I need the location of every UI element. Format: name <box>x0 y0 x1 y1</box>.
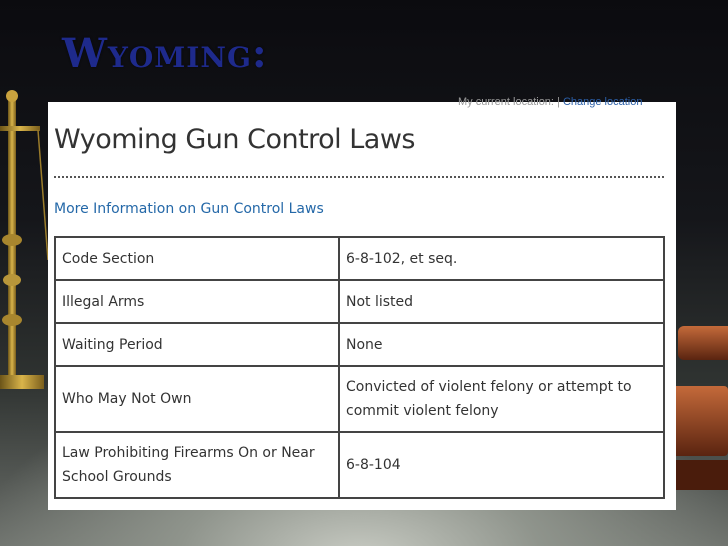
location-separator: | <box>557 96 560 108</box>
slide-title: Wyoming: <box>62 30 268 77</box>
table-row <box>55 323 664 366</box>
table-cell-label: Code Section <box>55 237 339 280</box>
table-row <box>55 280 664 323</box>
table-cell-value: 6-8-104 <box>339 432 664 498</box>
scales-of-justice-icon <box>0 90 50 410</box>
web-page-screenshot <box>48 96 676 510</box>
table-cell-label: Law Prohibiting Firearms On or Near School Grounds <box>55 432 339 498</box>
table-cell-value: Not listed <box>339 280 664 323</box>
table-cell-label: Illegal Arms <box>55 280 339 323</box>
dotted-divider <box>54 176 664 178</box>
gavel-icon <box>668 310 728 510</box>
location-prefix: My current location: <box>458 96 554 108</box>
table-row <box>55 432 664 498</box>
page-heading: Wyoming Gun Control Laws <box>54 124 416 155</box>
table-cell-value: 6-8-102, et seq. <box>339 237 664 280</box>
table-cell-value: None <box>339 323 664 366</box>
gun-laws-table <box>54 236 665 499</box>
current-location-bar <box>458 96 642 108</box>
table-row <box>55 366 664 432</box>
table-cell-label: Who May Not Own <box>55 366 339 432</box>
change-location-link[interactable]: Change location <box>562 96 643 108</box>
table-cell-label: Waiting Period <box>55 323 339 366</box>
more-info-link[interactable]: More Information on Gun Control Laws <box>54 201 324 217</box>
table-cell-value: Convicted of violent felony or attempt to commit violent felony <box>339 366 664 432</box>
table-row <box>55 237 664 280</box>
